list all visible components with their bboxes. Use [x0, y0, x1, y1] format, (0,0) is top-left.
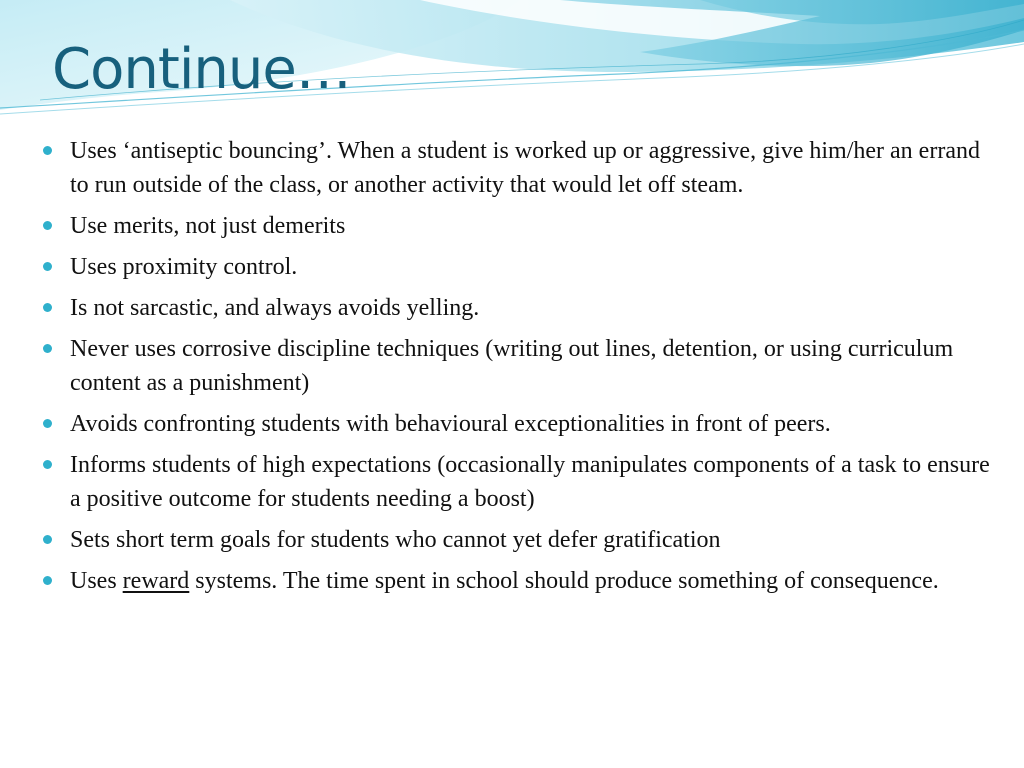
bullet-text: Sets short term goals for students who cannot yet defer gratification: [70, 527, 721, 553]
list-item: [70, 407, 1000, 441]
bullet-dot-icon: [43, 303, 52, 312]
bullet-dot-icon: [43, 460, 52, 469]
bullet-text: Informs students of high expectations (occasionally manipulates components of a task to ensure a positive outcome for students needing a boost): [70, 452, 990, 512]
list-item: [70, 134, 1000, 202]
bullet-text: Use merits, not just demerits: [70, 213, 346, 239]
bullet-text: Avoids confronting students with behavioural exceptionalities in front of peers.: [70, 411, 831, 437]
bullet-dot-icon: [43, 576, 52, 585]
bullet-dot-icon: [43, 344, 52, 353]
bullet-dot-icon: [43, 262, 52, 271]
bullet-dot-icon: [43, 419, 52, 428]
list-item: [70, 523, 1000, 557]
bullet-text: Never uses corrosive discipline techniques (writing out lines, detention, or using curriculum content as a punishment): [70, 336, 954, 396]
bullet-list: [70, 134, 1000, 605]
bullet-text: Uses ‘antiseptic bouncing’. When a student is worked up or aggressive, give him/her an errand to run outside of the class, or another activity that would let off steam.: [70, 138, 980, 198]
bullet-dot-icon: [43, 535, 52, 544]
bullet-dot-icon: [43, 146, 52, 155]
list-item: [70, 291, 1000, 325]
bullet-text-suffix: systems. The time spent in school should produce something of consequence.: [189, 568, 939, 594]
list-item: [70, 564, 1000, 598]
slide-title: Continue…: [52, 37, 351, 102]
list-item: [70, 250, 1000, 284]
bullet-text-prefix: Uses: [70, 568, 123, 594]
list-item: [70, 332, 1000, 400]
reward-underlined-word: reward: [122, 568, 190, 594]
list-item: [70, 448, 1000, 516]
list-item: [70, 209, 1000, 243]
bullet-text: Uses proximity control.: [70, 254, 298, 280]
bullet-dot-icon: [43, 221, 52, 230]
bullet-text: Is not sarcastic, and always avoids yelling.: [70, 295, 480, 321]
